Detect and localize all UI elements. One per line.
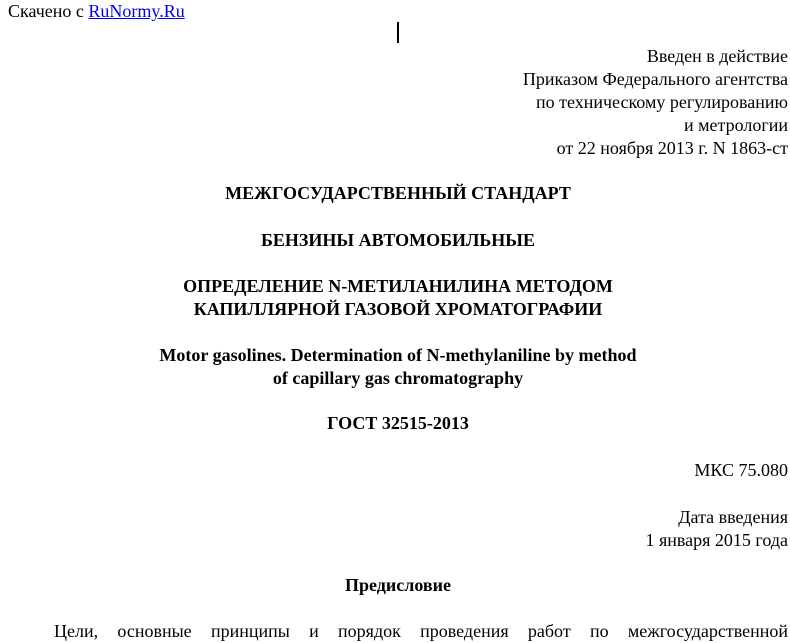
title-en — [0, 344, 790, 390]
intro-line-5: от 22 ноября 2013 г. N 1863-ст — [556, 138, 788, 158]
intro-line-4: и метрологии — [684, 115, 788, 135]
source-prefix: Скачено с — [8, 1, 89, 21]
intro-line-1: Введен в действие — [646, 46, 788, 66]
intro-line-2: Приказом Федерального агентства — [522, 69, 788, 89]
foreword-title: Предисловие — [345, 575, 451, 595]
title-ru-line-2: КАПИЛЛЯРНОЙ ГАЗОВОЙ ХРОМАТОГРАФИИ — [193, 299, 603, 319]
standard-type-heading: МЕЖГОСУДАРСТВЕННЫЙ СТАНДАРТ — [225, 183, 571, 203]
intro-block — [523, 45, 788, 160]
text-cursor — [397, 22, 399, 43]
source-link[interactable]: RuNormy.Ru — [88, 1, 185, 21]
foreword-paragraph-first-line: Цели, основные принципы и порядок проведения работ по межгосударственной — [54, 621, 788, 641]
intro-line-3: по техническому регулированию — [535, 92, 788, 112]
subject-heading: БЕНЗИНЫ АВТОМОБИЛЬНЫЕ — [260, 230, 535, 250]
mks-code: МКС 75.080 — [694, 460, 788, 480]
title-ru — [0, 275, 790, 321]
introduction-date-label: Дата введения — [678, 507, 788, 527]
source-line — [8, 0, 185, 23]
introduction-date-block — [645, 506, 788, 552]
introduction-date-value: 1 января 2015 года — [645, 530, 788, 550]
title-en-line-2: of capillary gas chromatography — [272, 368, 524, 388]
gost-number: ГОСТ 32515-2013 — [327, 413, 469, 433]
title-en-line-1: Motor gasolines. Determination of N-methylaniline by method — [159, 345, 637, 365]
title-ru-line-1: ОПРЕДЕЛЕНИЕ N-МЕТИЛАНИЛИНА МЕТОДОМ — [183, 276, 613, 296]
